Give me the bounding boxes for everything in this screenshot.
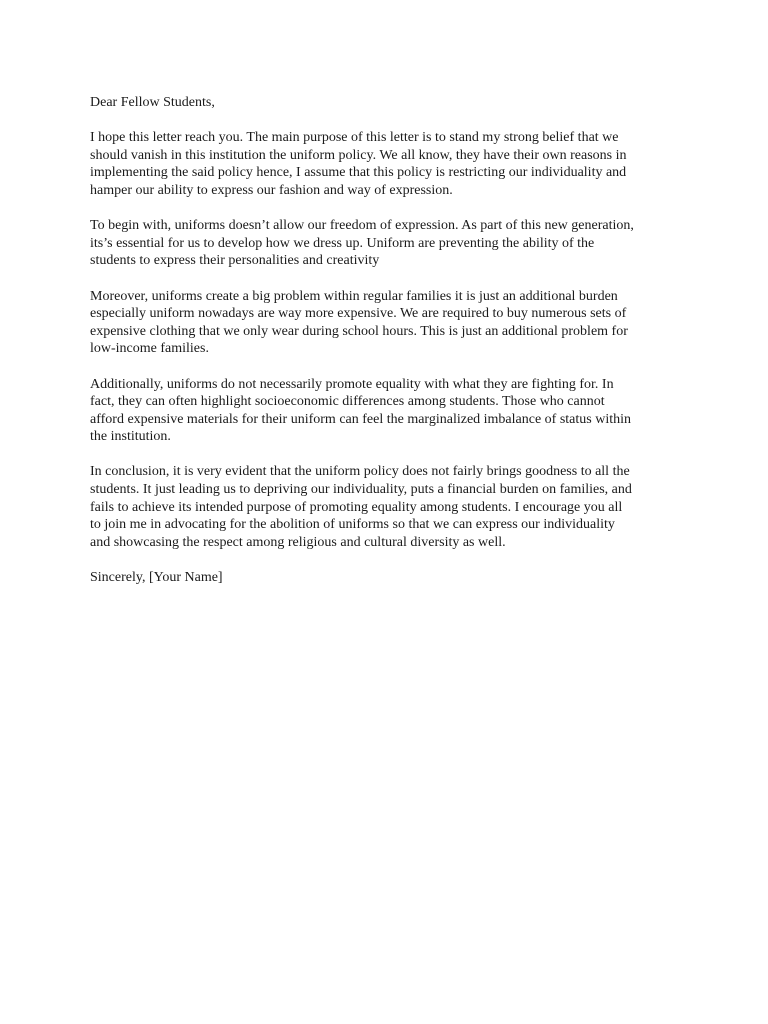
text-line: expensive clothing that we only wear during school hours. This is just an additional problem for bbox=[90, 323, 628, 339]
paragraph-conclusion bbox=[90, 463, 710, 551]
text-line: implementing the said policy hence, I assume that this policy is restricting our individuality and bbox=[90, 165, 627, 181]
salutation-text: Dear Fellow Students, bbox=[90, 95, 215, 110]
text-line: To begin with, uniforms doesn’t allow our freedom of expression. As part of this new generation, bbox=[90, 218, 634, 234]
text-line: to join me in advocating for the abolition of uniforms so that we can express our individuality bbox=[90, 517, 615, 533]
text-line: students to express their personalities and creativity bbox=[90, 253, 380, 269]
text-line: In conclusion, it is very evident that the uniform policy does not fairly brings goodness to all the bbox=[90, 464, 630, 480]
text-line: fails to achieve its intended purpose of promoting equality among students. I encourage you all bbox=[90, 499, 623, 515]
text-line: hamper our ability to express our fashion and way of expression. bbox=[90, 182, 453, 198]
closing-text: Sincerely, [Your Name] bbox=[90, 570, 223, 586]
paragraph-expression bbox=[90, 217, 710, 270]
text-line: the institution. bbox=[90, 429, 171, 445]
paragraph-cost bbox=[90, 288, 710, 358]
text-line: low-income families. bbox=[90, 341, 209, 357]
text-line: Moreover, uniforms create a big problem within regular families it is just an additional burden bbox=[90, 288, 618, 304]
paragraph-equality bbox=[90, 376, 710, 446]
text-line: fact, they can often highlight socioeconomic differences among students. Those who cannot bbox=[90, 394, 605, 410]
text-line: afford expensive materials for their uniform can feel the marginalized imbalance of status within bbox=[90, 411, 632, 427]
salutation bbox=[90, 94, 710, 112]
closing bbox=[90, 569, 710, 587]
text-line: Additionally, uniforms do not necessarily promote equality with what they are fighting for. In bbox=[90, 376, 614, 392]
text-line: should vanish in this institution the uniform policy. We all know, they have their own reasons in bbox=[90, 147, 627, 163]
paragraph-introduction bbox=[90, 129, 710, 199]
text-line: I hope this letter reach you. The main purpose of this letter is to stand my strong belief that we bbox=[90, 130, 619, 146]
letter-body bbox=[90, 94, 710, 587]
text-line: students. It just leading us to depriving our individuality, puts a financial burden on families, and bbox=[90, 482, 632, 498]
text-line: and showcasing the respect among religious and cultural diversity as well. bbox=[90, 534, 506, 550]
text-line: especially uniform nowadays are way more expensive. We are required to buy numerous sets of bbox=[90, 306, 627, 322]
text-line: its’s essential for us to develop how we dress up. Uniform are preventing the ability of the bbox=[90, 235, 595, 251]
